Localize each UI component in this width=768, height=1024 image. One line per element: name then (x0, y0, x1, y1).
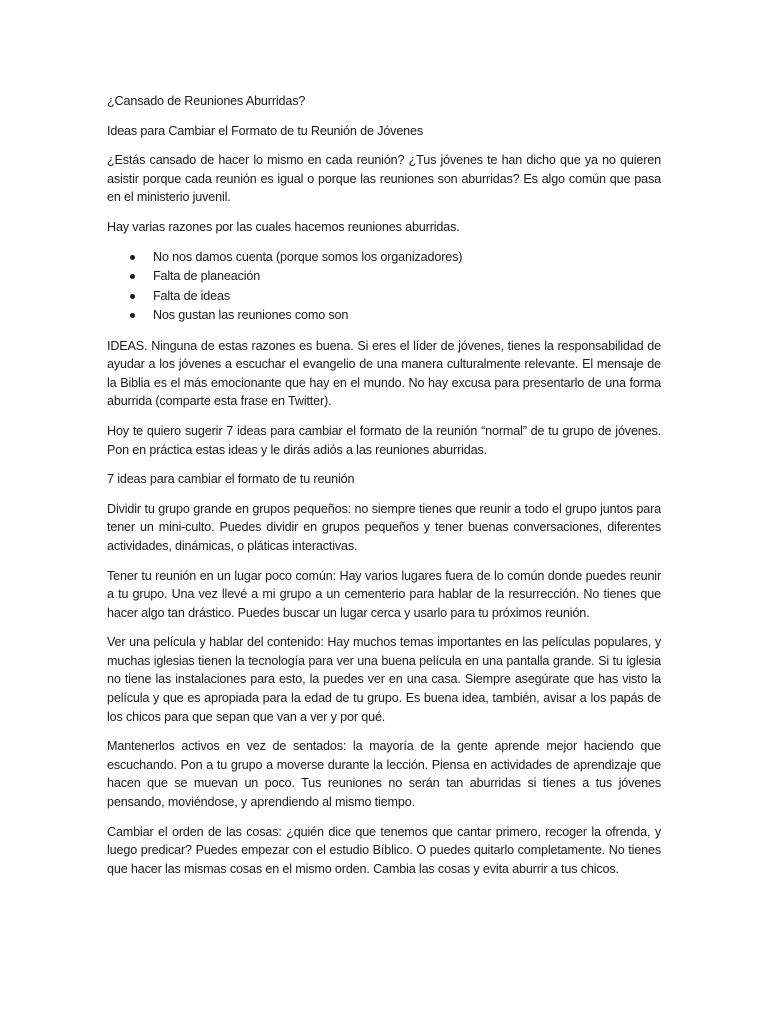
suggest-paragraph: Hoy te quiero sugerir 7 ideas para cambiar el formato de la reunión “normal” de tu grupo de jóvenes. Pon en práctica estas ideas y le dirás adiós a las reuniones aburridas. (107, 423, 661, 457)
list-item-text: Falta de ideas (153, 288, 231, 303)
idea-paragraph-3: Ver una película y hablar del contenido: Hay muchos temas importantes en las películas populares, y muchas iglesias tienen la tecnología para ver una buena película en una pantalla grande. Si tu iglesia no tiene las instalaciones para esto, la puedes ver en una casa. Siempre asegúrate que has visto la película y que es apropiada para la edad de tu grupo. Es buena idea, también, avisar a los papás de los chicos para que sepan que van a ver y por qué. (107, 635, 661, 724)
idea-paragraph-2: Tener tu reunión en un lugar poco común: Hay varios lugares fuera de lo común donde puedes reunir a tu grupo. Una vez llevé a mi grupo a un cementerio para hablar de la resurrección. No tienes que hacer algo tan drástico. Puedes buscar un lugar cerca y usarlo para tu próximos reunión. (107, 568, 661, 620)
bullet-icon (130, 274, 135, 279)
list-item-text: No nos damos cuenta (porque somos los organizadores) (153, 249, 463, 264)
intro-paragraph: ¿Estás cansado de hacer lo mismo en cada reunión? ¿Tus jóvenes te han dicho que ya no quieren asistir porque cada reunión es igual o porque las reuniones son aburridas? Es algo común que pasa en el ministerio juvenil. (107, 153, 661, 205)
document-subtitle: Ideas para Cambiar el Formato de tu Reunión de Jóvenes (107, 123, 424, 138)
idea-paragraph-4: Mantenerlos activos en vez de sentados: la mayoría de la gente aprende mejor haciendo que escuchando. Pon a tu grupo a moverse durante la lección. Piensa en actividades de aprendizaje que hacen que se muevan un poco. Tus reuniones no serán tan aburridas si tienes a tus jóvenes pensando, moviéndose, y aprendiendo al mismo tiempo. (107, 739, 661, 810)
reasons-intro: Hay varias razones por las cuales hacemos reuniones aburridas. (107, 219, 460, 234)
document-body (107, 92, 661, 889)
list-item-text: Nos gustan las reuniones como son (153, 308, 349, 323)
list-item (107, 248, 661, 268)
list-item (107, 306, 661, 326)
list-item-text: Falta de planeación (153, 269, 261, 284)
document-title: ¿Cansado de Reuniones Aburridas? (107, 94, 306, 108)
idea-paragraph-1: Dividir tu grupo grande en grupos pequeños: no siempre tienes que reunir a todo el grupo juntos para tener un mini-culto. Puedes dividir en grupos pequeños y tener buenas conversaciones, diferentes actividades, dinámicas, o pláticas interactivas. (107, 501, 661, 553)
ideas-paragraph: IDEAS. Ninguna de estas razones es buena. Si eres el líder de jóvenes, tienes la responsabilidad de ayudar a los jóvenes a escuchar el evangelio de una manera culturalmente relevante. El mensaje de la Biblia es el más emocionante que hay en el mundo. No hay excusa para presentarlo de una forma aburrida (comparte esta frase en Twitter). (107, 338, 661, 409)
section-heading: 7 ideas para cambiar el formato de tu reunión (107, 472, 355, 487)
bullet-icon (130, 255, 135, 260)
list-item (107, 287, 661, 307)
reasons-list (107, 248, 661, 326)
bullet-icon (130, 294, 135, 299)
idea-paragraph-5: Cambiar el orden de las cosas: ¿quién dice que tenemos que cantar primero, recoger la ofrenda, y luego predicar? Puedes empezar con el estudio Bíblico. O puedes quitarlo completamente. No tienes que hacer las mismas cosas en el mismo orden. Cambia las cosas y evita aburrir a tus chicos. (107, 824, 661, 876)
list-item (107, 267, 661, 287)
bullet-icon (130, 313, 135, 318)
